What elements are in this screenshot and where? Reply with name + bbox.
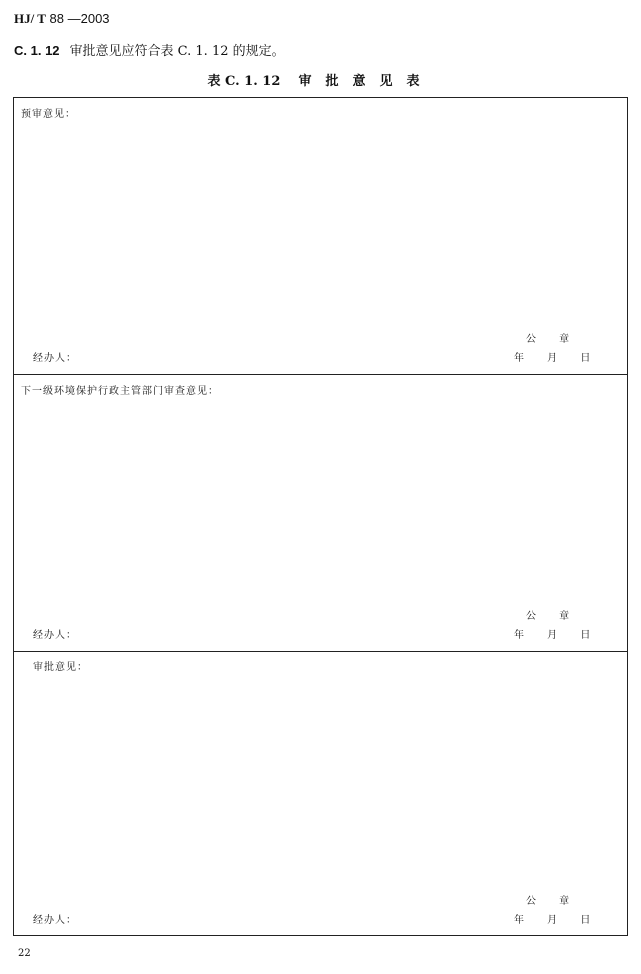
seal-label: 公 章 xyxy=(526,896,580,907)
handler-label: 经办人： xyxy=(33,630,77,641)
seal-label: 公 章 xyxy=(526,611,580,622)
section-pre-review xyxy=(14,98,627,375)
page-number: 22 xyxy=(18,948,31,959)
date-label: 年 月 日 xyxy=(514,630,601,641)
table-caption-title: 审批意见表 xyxy=(298,74,434,89)
section-title: 审批意见： xyxy=(33,662,88,673)
standard-code-prefix: HJ/ T xyxy=(14,11,46,26)
section-approval xyxy=(14,652,627,936)
date-label: 年 月 日 xyxy=(514,353,601,364)
approval-table xyxy=(13,97,628,936)
standard-code xyxy=(14,11,110,27)
handler-label: 经办人： xyxy=(33,353,77,364)
handler-label: 经办人： xyxy=(33,915,77,926)
section-title: 预审意见： xyxy=(21,109,76,120)
standard-code-suffix: 88 —2003 xyxy=(45,11,110,26)
table-caption-prefix: 表 C. 1. 12 xyxy=(207,74,281,89)
section-lower-authority-review xyxy=(14,375,627,652)
section-title: 下一级环境保护行政主管部门审查意见： xyxy=(21,386,219,397)
clause-number: C. 1. 12 xyxy=(14,43,60,58)
clause-line xyxy=(14,40,285,59)
clause-text: 审批意见应符合表 C. 1. 12 的规定。 xyxy=(69,44,285,59)
table-caption xyxy=(0,70,641,89)
seal-label: 公 章 xyxy=(526,334,580,345)
date-label: 年 月 日 xyxy=(514,915,601,926)
